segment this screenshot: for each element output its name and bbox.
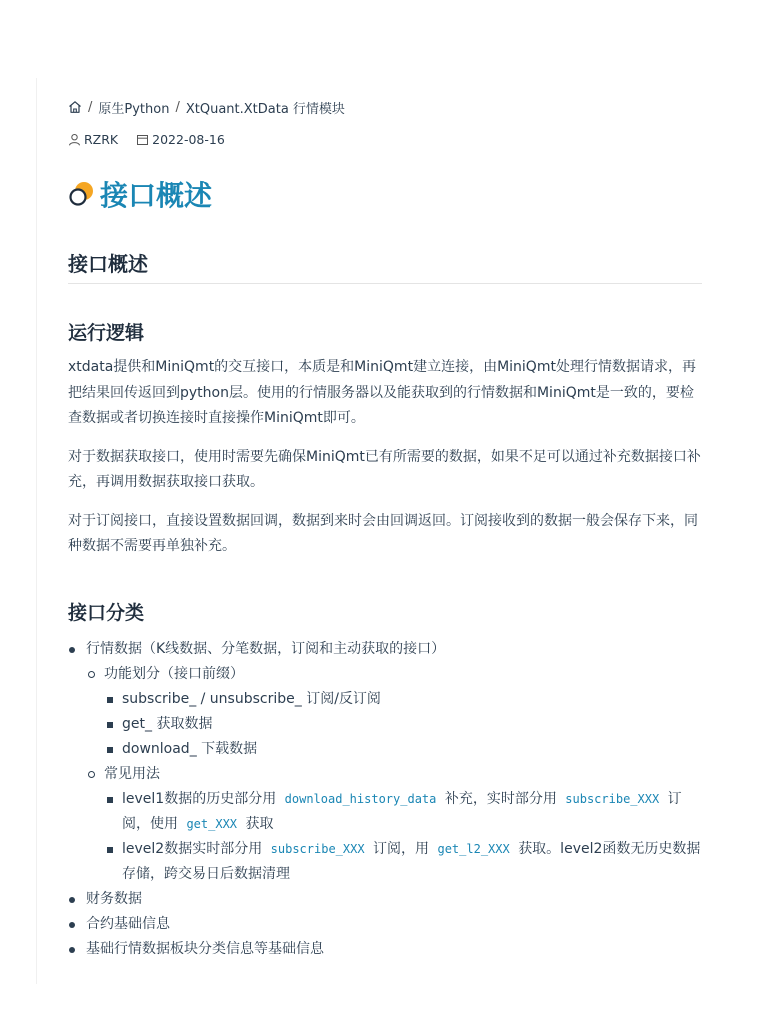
article [68, 96, 702, 962]
text: level2数据实时部分用 [122, 840, 263, 857]
user-icon [68, 133, 81, 146]
sub-sub-list [104, 787, 702, 887]
list-item [86, 762, 702, 887]
list-item-text: 功能划分（接口前缀） [104, 665, 244, 682]
article-meta [68, 128, 702, 150]
page-title: 接口概述 [100, 179, 213, 212]
list-item [86, 662, 702, 762]
text: 补充，实时部分用 [444, 790, 557, 807]
inline-code: download_history_data [284, 791, 437, 806]
inline-code: subscribe_XXX [565, 791, 660, 806]
list-item [68, 637, 702, 887]
home-icon[interactable] [68, 100, 82, 114]
paragraph: 对于订阅接口，直接设置数据回调，数据到来时会由回调返回。订阅接收到的数据一般会保存下来，同种数据不需要再单独补充。 [68, 512, 698, 554]
text: level1数据的历史部分用 [122, 790, 277, 807]
inline-code: get_l2_XXX [437, 841, 510, 856]
list-item: 基础行情数据板块分类信息等基础信息 [68, 937, 702, 962]
breadcrumb [68, 96, 702, 118]
text: 获取 [245, 815, 274, 832]
sub-sub-list [104, 687, 702, 762]
date [136, 132, 225, 147]
subsection-heading-categories: 接口分类 [68, 601, 145, 624]
list-item-text: 行情数据（K线数据、分笔数据，订阅和主动获取的接口） [86, 640, 446, 657]
text: 订阅，使用 [122, 790, 682, 832]
list-item [104, 787, 702, 837]
publish-date: 2022-08-16 [152, 131, 225, 147]
author-name[interactable]: RZRK [84, 131, 119, 147]
calendar-icon [136, 133, 149, 146]
list-item: subscribe_ / unsubscribe_ 订阅/反订阅 [104, 687, 702, 712]
list-item-text: 常见用法 [104, 765, 160, 782]
paragraph: 对于数据获取接口，使用时需要先确保MiniQmt已有所需要的数据，如果不足可以通过补充数据接口补充，再调用数据获取接口获取。 [68, 448, 701, 490]
text: 订阅，用 [373, 840, 430, 857]
breadcrumb-item-xtdata[interactable]: XtQuant.XtData 行情模块 [185, 101, 345, 117]
section-heading: 接口概述 [68, 248, 702, 284]
subsection-heading-logic: 运行逻辑 [68, 322, 145, 344]
breadcrumb-separator: / [88, 99, 93, 115]
text: 获取。level2函数无历史数据存储，跨交易日后数据清理 [122, 840, 701, 882]
inline-code: get_XXX [186, 816, 238, 831]
author [68, 132, 118, 147]
breadcrumb-item-python[interactable]: 原生Python [98, 101, 170, 117]
sub-list [86, 662, 702, 887]
list-item: 财务数据 [68, 887, 702, 912]
page-title-block [68, 168, 702, 220]
inline-code: subscribe_XXX [270, 841, 365, 856]
list-item [104, 837, 702, 887]
list-item: get_ 获取数据 [104, 712, 702, 737]
content-left-border [36, 78, 37, 984]
logo-icon [68, 180, 96, 208]
category-list [68, 637, 702, 962]
breadcrumb-separator: / [175, 99, 180, 115]
paragraph: xtdata提供和MiniQmt的交互接口，本质是和MiniQmt建立连接，由MiniQmt处理行情数据请求，再把结果回传返回到python层。使用的行情服务器以及能获取到的行情数据和MiniQmt是一致的，要检查数据或者切换连接时直接操作MiniQmt即可。 [68, 359, 696, 426]
list-item: 合约基础信息 [68, 912, 702, 937]
list-item: download_ 下载数据 [104, 737, 702, 762]
